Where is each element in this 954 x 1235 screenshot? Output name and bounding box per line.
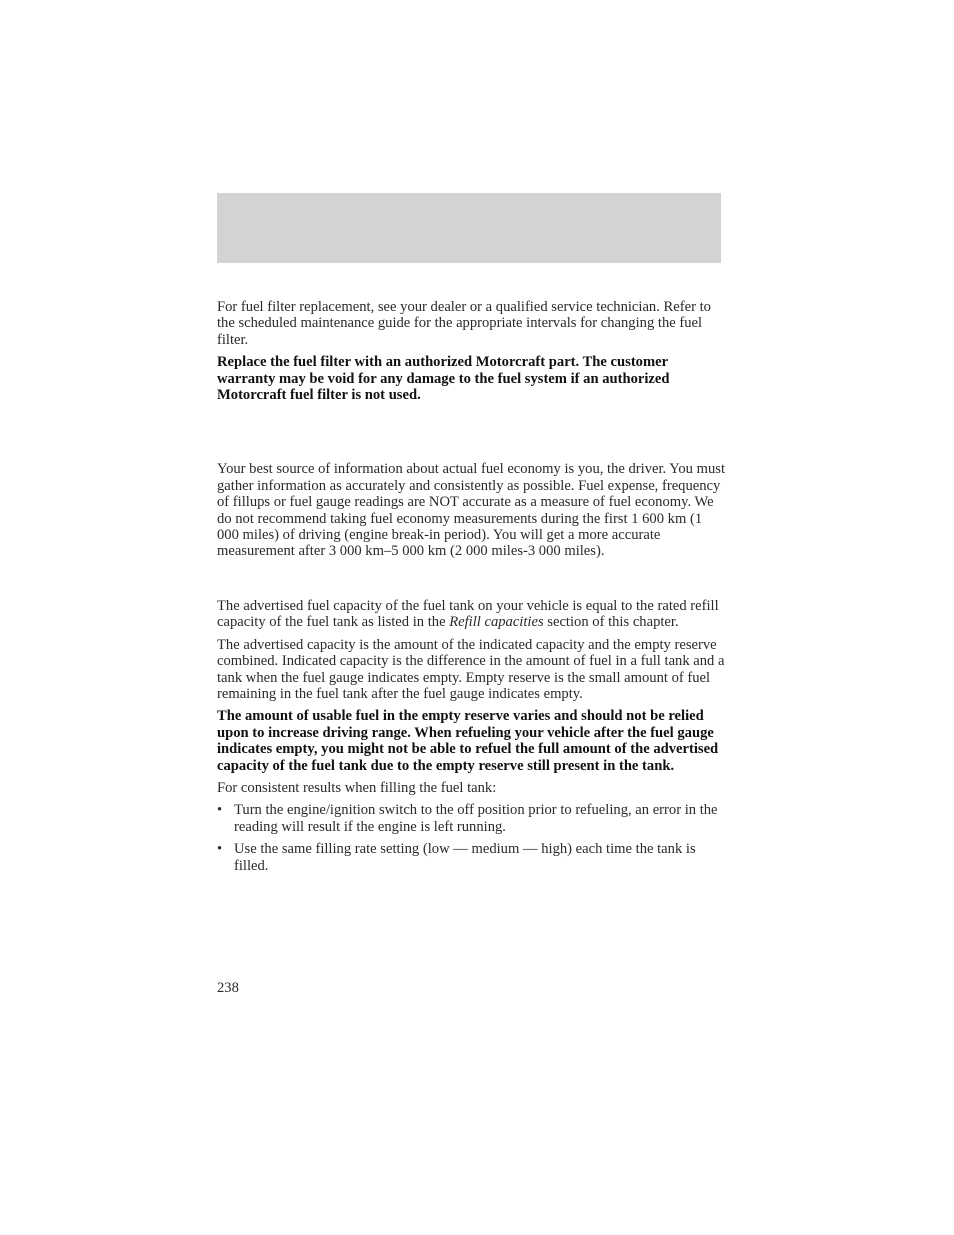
capacity-intro-text: The advertised fuel capacity of the fuel tank on your vehicle is equal to the rated refill capacity of the fuel tank as listed in the [217, 597, 719, 631]
list-item [217, 841, 727, 874]
list-item-text: Turn the engine/ignition switch to the off position prior to refueling, an error in the reading will result if the engine is left running. [234, 802, 718, 835]
refill-capacities-reference: Refill capacities [449, 614, 544, 631]
filter-warning-paragraph: Replace the fuel filter with an authorized Motorcraft part. The customer warranty may be void for any damage to the fuel system if an authorized Motorcraft fuel filter is not used. [217, 354, 670, 404]
capacity-intro-tail: section of this chapter. [543, 614, 679, 631]
list-item [217, 802, 727, 835]
capacity-detail-paragraph: The advertised capacity is the amount of the indicated capacity and the empty reserve combined. Indicated capacity is the difference in the amount of fuel in a full tank and a tank when the fuel gauge indicates empty. Empty reserve is the small amount of fuel remaining in the fuel tank after the fuel gauge indicates empty. [217, 636, 725, 702]
page-content [217, 299, 727, 880]
bullet-marker: • [217, 841, 223, 858]
section-header-band [217, 193, 721, 263]
reserve-warning-paragraph: The amount of usable fuel in the empty reserve varies and should not be relied upon to increase driving range. When refueling your vehicle after the fuel gauge indicates empty, you might not be able to refuel the full amount of the advertised capacity of the fuel tank due to the empty reserve still present in the tank. [217, 708, 719, 774]
bullet-marker: • [217, 802, 223, 819]
fuel-economy-paragraph: Your best source of information about actual fuel economy is you, the driver. You must gather information as accurately and consistently as possible. Fuel expense, frequency of fillups or fuel gauge readings are NOT accurate as a measure of fuel economy. We do not recommend taking fuel economy measurements during the first 1 600 km (1 000 miles) of driving (engine break-in period). You will get a more accurate measurement after 3 000 km–5 000 km (2 000 miles-3 000 miles). [217, 461, 726, 560]
consistent-results-intro: For consistent results when filling the fuel tank: [217, 779, 497, 796]
capacity-intro-paragraph [217, 598, 727, 631]
fill-tips-list [217, 802, 727, 874]
filter-intro-paragraph: For fuel filter replacement, see your dealer or a qualified service technician. Refer to the scheduled maintenance guide for the appropriate intervals for changing the fuel filter. [217, 299, 711, 348]
page-number: 238 [217, 980, 239, 996]
list-item-text: Use the same filling rate setting (low — medium — high) each time the tank is filled. [234, 841, 696, 874]
